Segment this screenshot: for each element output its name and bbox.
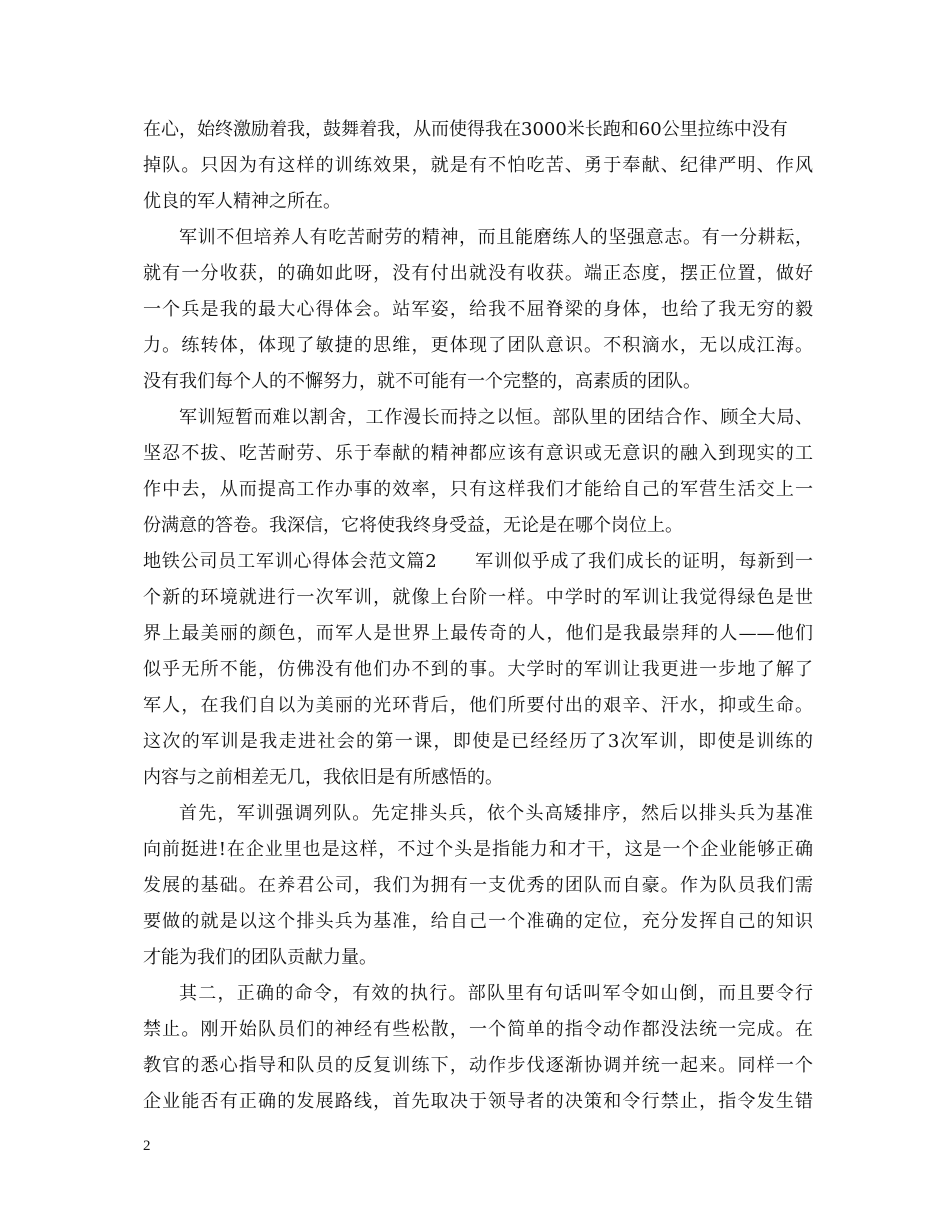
- text-line: 首先，军训强调列队。先定排头兵，依个头高矮排序，然后以排头兵为基准: [179, 803, 813, 824]
- text-line: 其二，正确的命令，有效的执行。部队里有句话叫军令如山倒，而且要令行: [179, 983, 813, 1004]
- page-number: 2: [143, 1138, 151, 1154]
- text-line: 掉队。只因为有这样的训练效果，就是有不怕吃苦、勇于奉献、纪律严明、作风: [143, 155, 813, 176]
- text-line: 个新的环境就进行一次军训，就像上台阶一样。中学时的军训让我觉得绿色是世: [143, 587, 813, 608]
- text-line: 企业能否有正确的发展路线，首先取决于领导者的决策和令行禁止，指令发生错: [143, 1091, 813, 1112]
- text-line: 军训不但培养人有吃苦耐劳的精神，而且能磨练人的坚强意志。有一分耕耘，: [179, 227, 813, 248]
- text-line: 禁止。刚开始队员们的神经有些松散，一个简单的指令动作都没法统一完成。在: [143, 1019, 813, 1040]
- text-line: 似乎无所不能，仿佛没有他们办不到的事。大学时的军训让我更进一步地了解了: [143, 659, 813, 680]
- text-line: 要做的就是以这个排头兵为基准，给自己一个准确的定位，充分发挥自己的知识: [143, 911, 813, 932]
- text-line: 就有一分收获，的确如此呀，没有付出就没有收获。端正态度，摆正位置，做好: [143, 263, 813, 284]
- text-line: 这次的军训是我走进社会的第一课，即使是已经经历了3次军训，即使是训练的: [143, 731, 813, 752]
- text-line: 向前挺进!在企业里也是这样，不过个头是指能力和才干，这是一个企业能够正确: [143, 839, 813, 860]
- text-line: 军人，在我们自以为美丽的光环背后，他们所要付出的艰辛、汗水，抑或生命。: [143, 695, 813, 716]
- text-line: 坚忍不拔、吃苦耐劳、乐于奉献的精神都应该有意识或无意识的融入到现实的工: [143, 443, 813, 464]
- text-line: 地铁公司员工军训心得体会范文篇2 军训似乎成了我们成长的证明，每新到一: [143, 551, 813, 572]
- text-line: 教官的悉心指导和队员的反复训练下，动作步伐逐渐协调并统一起来。同样一个: [143, 1055, 813, 1076]
- text-line: 一个兵是我的最大心得体会。站军姿，给我不屈脊梁的身体，也给了我无穷的毅: [143, 299, 813, 320]
- text-line: 军训短暂而难以割舍，工作漫长而持之以恒。部队里的团结合作、顾全大局、: [179, 407, 813, 428]
- text-line: 在心，始终激励着我，鼓舞着我，从而使得我在3000米长跑和60公里拉练中没有: [143, 119, 788, 140]
- text-line: 力。练转体，体现了敏捷的思维，更体现了团队意识。不积滴水，无以成江海。: [143, 335, 813, 356]
- text-line: 份满意的答卷。我深信，它将使我终身受益，无论是在哪个岗位上。: [143, 515, 683, 536]
- text-line: 没有我们每个人的不懈努力，就不可能有一个完整的，高素质的团队。: [143, 371, 701, 392]
- text-line: 发展的基础。在养君公司，我们为拥有一支优秀的团队而自豪。作为队员我们需: [143, 875, 813, 896]
- text-line: 作中去，从而提高工作办事的效率，只有这样我们才能给自己的军营生活交上一: [143, 479, 813, 500]
- text-line: 优良的军人精神之所在。: [143, 191, 341, 212]
- text-line: 内容与之前相差无几，我依旧是有所感悟的。: [143, 767, 503, 788]
- text-line: 界上最美丽的颜色，而军人是世界上最传奇的人，他们是我最崇拜的人——他们: [143, 623, 813, 644]
- text-line: 才能为我们的团队贡献力量。: [143, 947, 377, 968]
